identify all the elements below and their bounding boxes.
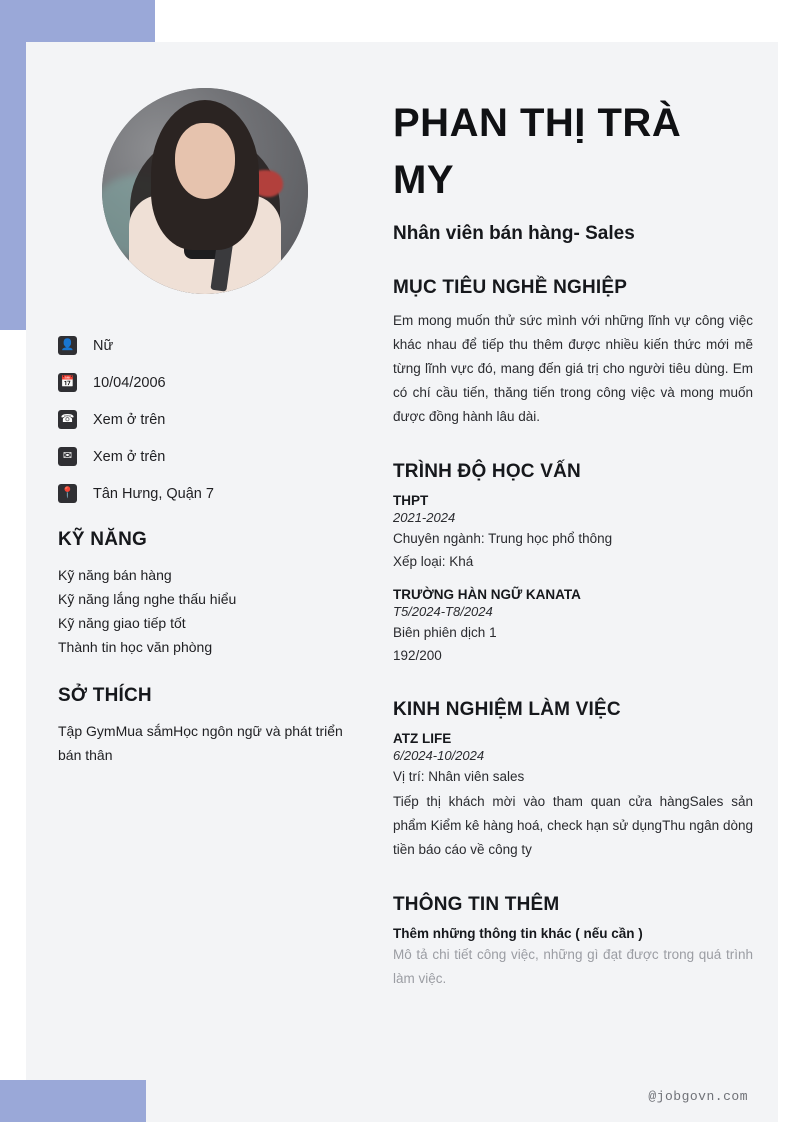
experience-description: Tiếp thị khách mời vào tham quan cửa hàngSales sản phẩm Kiểm kê hàng hoá, check hạn sử dụngThu ngân dòng tiền báo cáo về công ty bbox=[393, 793, 753, 857]
education-grade: 192/200 bbox=[393, 647, 442, 663]
education-entry bbox=[393, 493, 753, 573]
list-item: Kỹ năng bán hàng bbox=[58, 567, 172, 583]
objective-text: Em mong muốn thử sức mình với những lĩnh vự công việc khác nhau để tiếp thu thêm được nhiều kiến thức mới mẽ từng lĩnh vực đó, mang đến giá trị cho người tiêu dùng. Em có chí cầu tiến, thăng tiến trong công việc và mong muốn được đồng hành lâu dài. bbox=[393, 312, 753, 424]
education-major: Biên phiên dịch 1 bbox=[393, 624, 497, 640]
contact-list bbox=[40, 336, 370, 503]
education-date: 2021-2024 bbox=[393, 509, 456, 525]
contact-row-email bbox=[58, 447, 370, 466]
objective-section-title: MỤC TIÊU NGHỀ NGHIỆP bbox=[393, 276, 628, 298]
hobbies-text: Tập GymMua sắmHọc ngôn ngữ và phát triển bán thân bbox=[58, 723, 343, 763]
more-info-section bbox=[393, 894, 753, 991]
list-item: Kỹ năng lắng nghe thấu hiểu bbox=[58, 591, 237, 607]
mail-icon: ✉ bbox=[58, 447, 77, 466]
more-info-line: Thêm những thông tin khác ( nếu cần ) bbox=[393, 925, 643, 941]
education-grade: Xếp loại: Khá bbox=[393, 553, 474, 569]
contact-value: Nữ bbox=[93, 337, 114, 354]
experience-section bbox=[393, 699, 753, 862]
left-column bbox=[40, 70, 370, 767]
job-role: Nhân viên bán hàng- Sales bbox=[393, 222, 635, 244]
skills-list bbox=[40, 563, 370, 659]
experience-section-title: KINH NGHIỆM LÀM VIỆC bbox=[393, 698, 621, 720]
education-date: T5/2024-T8/2024 bbox=[393, 603, 493, 619]
experience-position: Vị trí: Nhân viên sales bbox=[393, 768, 525, 784]
contact-row-gender bbox=[58, 336, 370, 355]
education-section-title: TRÌNH ĐỘ HỌC VẤN bbox=[393, 460, 581, 482]
hobbies-section-title: SỞ THÍCH bbox=[58, 685, 152, 706]
education-major: Chuyên ngành: Trung học phổ thông bbox=[393, 530, 613, 546]
list-item: Kỹ năng giao tiếp tốt bbox=[58, 615, 186, 631]
contact-row-address bbox=[58, 484, 370, 503]
contact-row-birthdate bbox=[58, 373, 370, 392]
contact-row-phone bbox=[58, 410, 370, 429]
experience-company: ATZ LIFE bbox=[393, 730, 452, 746]
watermark: @jobgovn.com bbox=[648, 1089, 748, 1104]
location-pin-icon: 📍 bbox=[58, 484, 77, 503]
contact-value: 10/04/2006 bbox=[93, 374, 166, 391]
education-school: THPT bbox=[393, 492, 429, 508]
profile-photo bbox=[102, 88, 308, 294]
list-item: Thành tin học văn phòng bbox=[58, 639, 213, 655]
experience-date: 6/2024-10/2024 bbox=[393, 747, 485, 763]
more-info-placeholder: Mô tả chi tiết công việc, những gì đạt được trong quá trình làm việc. bbox=[393, 946, 753, 986]
calendar-icon: 📅 bbox=[58, 373, 77, 392]
right-column bbox=[393, 95, 753, 991]
contact-value: Xem ở trên bbox=[93, 411, 166, 428]
education-entry bbox=[393, 587, 753, 667]
contact-value: Xem ở trên bbox=[93, 448, 166, 465]
education-section bbox=[393, 461, 753, 667]
page-title: PHAN THỊ TRÀ MY bbox=[393, 101, 682, 202]
experience-entry bbox=[393, 731, 753, 862]
skills-section-title: KỸ NĂNG bbox=[58, 529, 148, 550]
contact-value: Tân Hưng, Quận 7 bbox=[93, 485, 214, 502]
education-school: TRƯỜNG HÀN NGỮ KANATA bbox=[393, 586, 581, 602]
more-info-section-title: THÔNG TIN THÊM bbox=[393, 893, 560, 915]
objective-section bbox=[393, 277, 753, 429]
person-icon: 👤 bbox=[58, 336, 77, 355]
phone-icon: ☎ bbox=[58, 410, 77, 429]
